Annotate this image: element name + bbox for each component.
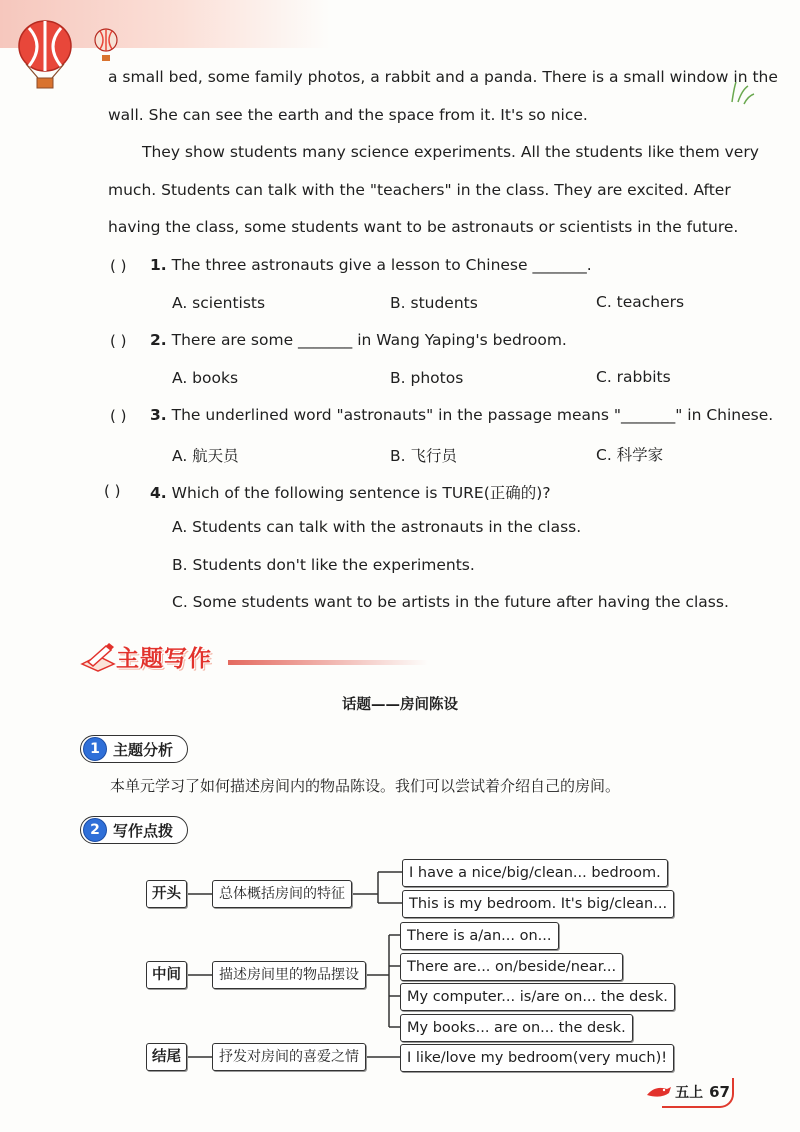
phrase-box: There is a/an... on... [400, 922, 559, 950]
phrase-box: My computer... is/are on... the desk. [400, 983, 675, 1011]
passage-line: much. Students can talk with the "teachers" in the class. They are excited. After [108, 181, 731, 199]
option-c: C. teachers [596, 293, 685, 311]
question-number: 2. [150, 331, 167, 349]
option-a: A. books [172, 369, 239, 387]
phrase-box: This is my bedroom. It's big/clean... [402, 890, 674, 918]
option-a: A. Students can talk with the astronauts in the class. [172, 518, 582, 536]
passage-line: having the class, some students want to be astronauts or scientists in the future. [108, 218, 739, 236]
answer-blank[interactable]: ( ) [110, 407, 127, 425]
question-text: Which of the following sentence is TURE(正确的)? [166, 484, 551, 502]
outline-tag-middle: 中间 [146, 961, 187, 989]
question-text: The underlined word "astronauts" in the passage means "_______" in Chinese. [166, 406, 774, 424]
question-text: The three astronauts give a lesson to Chinese _______. [166, 256, 592, 274]
page-number: 67 [709, 1083, 730, 1101]
step-number: 2 [83, 818, 107, 842]
outline-desc-opening: 总体概括房间的特征 [212, 880, 352, 908]
step-label: 写作点拨 [113, 821, 174, 840]
outline-desc-ending: 抒发对房间的喜爱之情 [212, 1043, 366, 1071]
question-number: 1. [150, 256, 167, 274]
phrase-box: I like/love my bedroom(very much)! [400, 1044, 674, 1072]
option-c: C. rabbits [596, 368, 671, 386]
option-a: A. scientists [172, 294, 266, 312]
option-b: B. photos [390, 369, 464, 387]
question-text: There are some _______ in Wang Yaping's bedroom. [166, 331, 567, 349]
option-b: B. students [390, 294, 478, 312]
grade-label: 五上 [675, 1085, 704, 1101]
step-label: 主题分析 [113, 740, 174, 759]
step-number: 1 [83, 737, 107, 761]
phrase-box: I have a nice/big/clean... bedroom. [402, 859, 668, 887]
answer-blank[interactable]: ( ) [104, 482, 121, 500]
phrase-box: There are... on/beside/near... [400, 953, 623, 981]
topic-title: 话题——房间陈设 [342, 697, 458, 713]
question-number: 4. [150, 484, 167, 502]
page-footer [645, 1082, 730, 1102]
question-number: 3. [150, 406, 167, 424]
option-a: A. 航天员 [172, 447, 239, 465]
answer-blank[interactable]: ( ) [110, 257, 127, 275]
option-c: C. Some students want to be artists in the future after having the class. [172, 593, 729, 611]
section-title: 主题写作 [116, 646, 212, 672]
outline-tag-ending: 结尾 [146, 1043, 187, 1071]
option-b: B. 飞行员 [390, 447, 457, 465]
analysis-text: 本单元学习了如何描述房间内的物品陈设。我们可以尝试着介绍自己的房间。 [110, 777, 621, 795]
passage-line: wall. She can see the earth and the space from it. It's so nice. [108, 106, 588, 124]
outline-tag-opening: 开头 [146, 880, 187, 908]
passage-line: a small bed, some family photos, a rabbit and a panda. There is a small window in the [108, 68, 778, 86]
bird-icon [645, 1083, 671, 1101]
phrase-box: My books... are on... the desk. [400, 1014, 633, 1042]
option-b: B. Students don't like the experiments. [172, 556, 475, 574]
outline-desc-middle: 描述房间里的物品摆设 [212, 961, 366, 989]
option-c: C. 科学家 [596, 446, 664, 464]
answer-blank[interactable]: ( ) [110, 332, 127, 350]
passage-line: They show students many science experiments. All the students like them very [142, 143, 759, 161]
